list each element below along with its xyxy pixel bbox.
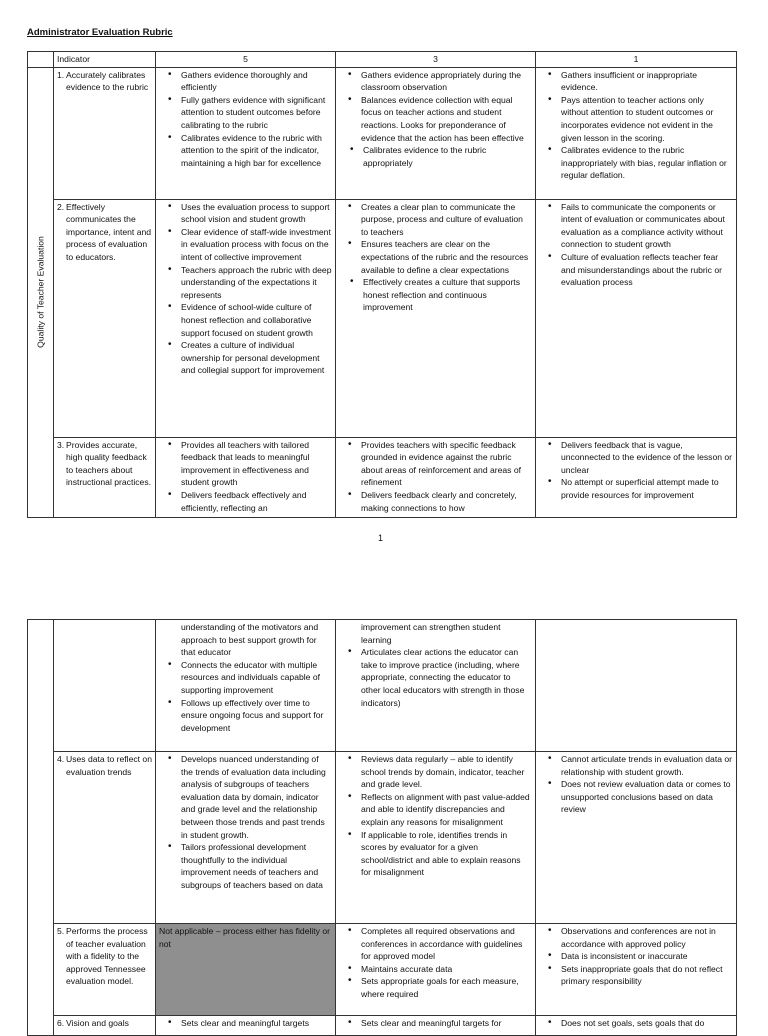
score-1-cell [536,199,737,437]
list-item: • Delivers feedback clearly and concretely, making connections to how [361,489,532,514]
continued-text: understanding of the motivators and approach to best support growth for that educator [181,622,319,658]
score-3-cell [336,1016,536,1036]
indicator-cell [54,67,156,199]
indicator-number: 3. [57,439,65,450]
indicator-number: 6. [57,1018,65,1028]
list-item: • If applicable to role, identifies trends in scores by evaluator for a given school/district and able to explain reasons for misalignment [361,829,532,879]
rubric-table-page-1 [27,51,737,518]
list-item: • Fails to communicate the components or intent of evaluation or communicates about evaluation as a compliance activity without connection to student growth [561,201,733,251]
list-item: • Culture of evaluation reflects teacher fear and misunderstandings about the rubric or evaluation process [561,251,733,289]
list-item: • Delivers feedback that is vague, unconnected to the evidence of the lesson or unclear [561,439,733,477]
page-gap [0,552,768,612]
score-5-cell [156,437,336,517]
list-item: • Creates a clear plan to communicate the purpose, process and culture of evaluation to teachers [361,201,532,239]
score-1-cell [536,752,737,924]
score-3-cell [336,620,536,752]
score-3-cell [336,752,536,924]
list-item: • Does not review evaluation data or comes to unsupported conclusions based on data review [561,778,733,816]
indicator-number: 1. [57,69,65,80]
list-item: • Provides all teachers with tailored feedback that leads to meaningful improvement in effectiveness and student growth [181,439,332,489]
score-5-cell [156,199,336,437]
list-item: • Does not set goals, sets goals that do [561,1017,733,1030]
side-label: Quality of Teacher Evaluation [35,236,46,348]
page-number: 1 [378,533,384,543]
indicator-cell [54,620,156,752]
indicator-cell [54,437,156,517]
list-item: • Uses the evaluation process to support school vision and student growth [181,201,332,226]
list-item: • Reviews data regularly – able to identify school trends by domain, indicator, teacher and grade level. [361,753,532,791]
indicator-cell [54,1016,156,1036]
indicator-number: 2. [57,201,65,212]
list-item: • Calibrates evidence to the rubric inappropriately with bias, regular inflation or regular deflation. [561,144,733,182]
list-item: • Fully gathers evidence with significant attention to student outcomes before calibrating to the rubric [181,94,332,132]
list-item: • Sets clear and meaningful targets [181,1017,332,1030]
indicator-text: Uses data to reflect on evaluation trends [66,754,152,777]
list-item: • Evidence of school-wide culture of honest reflection and collaborative support focused on student growth [181,301,332,339]
list-item: • Provides teachers with specific feedback grounded in evidence against the rubric about areas of reinforcement and areas of refinement [361,439,532,489]
score-1-cell [536,437,737,517]
list-item: • Teachers approach the rubric with deep understanding of the expectations it represents [181,264,332,302]
list-item: • Reflects on alignment with past value-added and able to identify discrepancies and explain any reasons for misalignment [361,791,532,829]
list-item: • No attempt or superficial attempt made to provide resources for improvement [561,476,733,501]
indicator-cell [54,924,156,1016]
list-item: • Sets inappropriate goals that do not reflect primary responsibility [561,963,733,988]
list-item: • Effectively creates a culture that supports honest reflection and continuous improvement [363,276,532,314]
list-item: • Maintains accurate data [361,963,532,976]
header-blank [28,52,54,68]
score-3-cell [336,67,536,199]
list-item: • Articulates clear actions the educator can take to improve practice (including, where appropriate, connecting the educator to other local educators with strength in those indicators) [361,646,532,709]
score-1-cell [536,620,737,752]
list-item: • Ensures teachers are clear on the expectations of the rubric and the resources available to define a clear expectations [361,238,532,276]
list-item: • Creates a culture of individual ownership for personal development and collegial support for improvement [181,339,332,377]
indicator-text: Effectively communicates the importance, intent and process of evaluation to educators. [66,201,152,262]
list-item: • Follows up effectively over time to ensure ongoing focus and support for development [181,697,332,735]
list-item: • Connects the educator with multiple resources and individuals capable of supporting improvement [181,659,332,697]
list-item: • Data is inconsistent or inaccurate [561,950,733,963]
list-item: • Sets clear and meaningful targets for [361,1017,532,1030]
header-score-5: 5 [156,52,336,68]
side-label-cell [28,67,54,517]
not-applicable-text: Not applicable – process either has fidelity or not [159,926,331,949]
list-item: • Delivers feedback effectively and efficiently, reflecting an [181,489,332,514]
side-blank-cell [28,620,54,1036]
list-item: • Sets appropriate goals for each measure, where required [361,975,532,1000]
indicator-text: Vision and goals [66,1018,129,1028]
list-item: • Clear evidence of staff-wide investment in evaluation process with focus on the intent of collective improvement [181,226,332,264]
indicator-cell [54,752,156,924]
continued-text: improvement can strengthen student learning [361,622,501,645]
indicator-text: Provides accurate, high quality feedback to teachers about instructional practices. [66,439,152,488]
indicator-number: 4. [57,754,65,764]
list-item: • Tailors professional development thoughtfully to the individual improvement needs of teachers and subgroups of teachers based on data [181,841,332,891]
rubric-table-page-2 [27,619,737,1036]
not-applicable-cell [156,924,336,1016]
score-3-cell [336,924,536,1016]
indicator-cell [54,199,156,437]
score-5-cell [156,752,336,924]
list-item: • Balances evidence collection with equal focus on teacher actions and student reactions. Looks for preponderance of evidence that the action has been effective [361,94,532,144]
score-1-cell [536,924,737,1016]
list-item: • Gathers insufficient or inappropriate evidence. [561,69,733,94]
score-1-cell [536,1016,737,1036]
score-5-cell [156,1016,336,1036]
list-item: • Cannot articulate trends in evaluation data or relationship with student growth. [561,753,733,778]
header-score-3: 3 [336,52,536,68]
score-3-cell [336,437,536,517]
list-item: • Calibrates evidence to the rubric with attention to the spirit of the indicator, maintaining a high bar for excellence [181,132,332,170]
indicator-text: Accurately calibrates evidence to the rubric [66,69,149,93]
header-indicator: Indicator [54,52,156,68]
score-5-cell [156,67,336,199]
list-item: • Gathers evidence thoroughly and efficiently [181,69,332,94]
indicator-text: Performs the process of teacher evaluation with a fidelity to the approved Tennessee evaluation model. [66,926,148,987]
list-item: • Completes all required observations and conferences in accordance with guidelines for approved model [361,925,532,963]
list-item: • Gathers evidence appropriately during the classroom observation [361,69,532,94]
score-3-cell [336,199,536,437]
list-item: • Calibrates evidence to the rubric appropriately [363,144,532,169]
list-item: • Pays attention to teacher actions only without attention to student outcomes or incorporates evidence not evident in the given lesson in the scoring. [561,94,733,144]
list-item: • Observations and conferences are not in accordance with approved policy [561,925,733,950]
list-item: • Develops nuanced understanding of the trends of evaluation data including analysis of subgroups of teachers evaluation data by domain, indicator and grade level and the relationship between those trends and past trends in student growth. [181,753,332,841]
score-1-cell [536,67,737,199]
header-score-1: 1 [536,52,737,68]
document-title: Administrator Evaluation Rubric [27,27,173,38]
indicator-number: 5. [57,926,65,936]
score-5-cell [156,620,336,752]
